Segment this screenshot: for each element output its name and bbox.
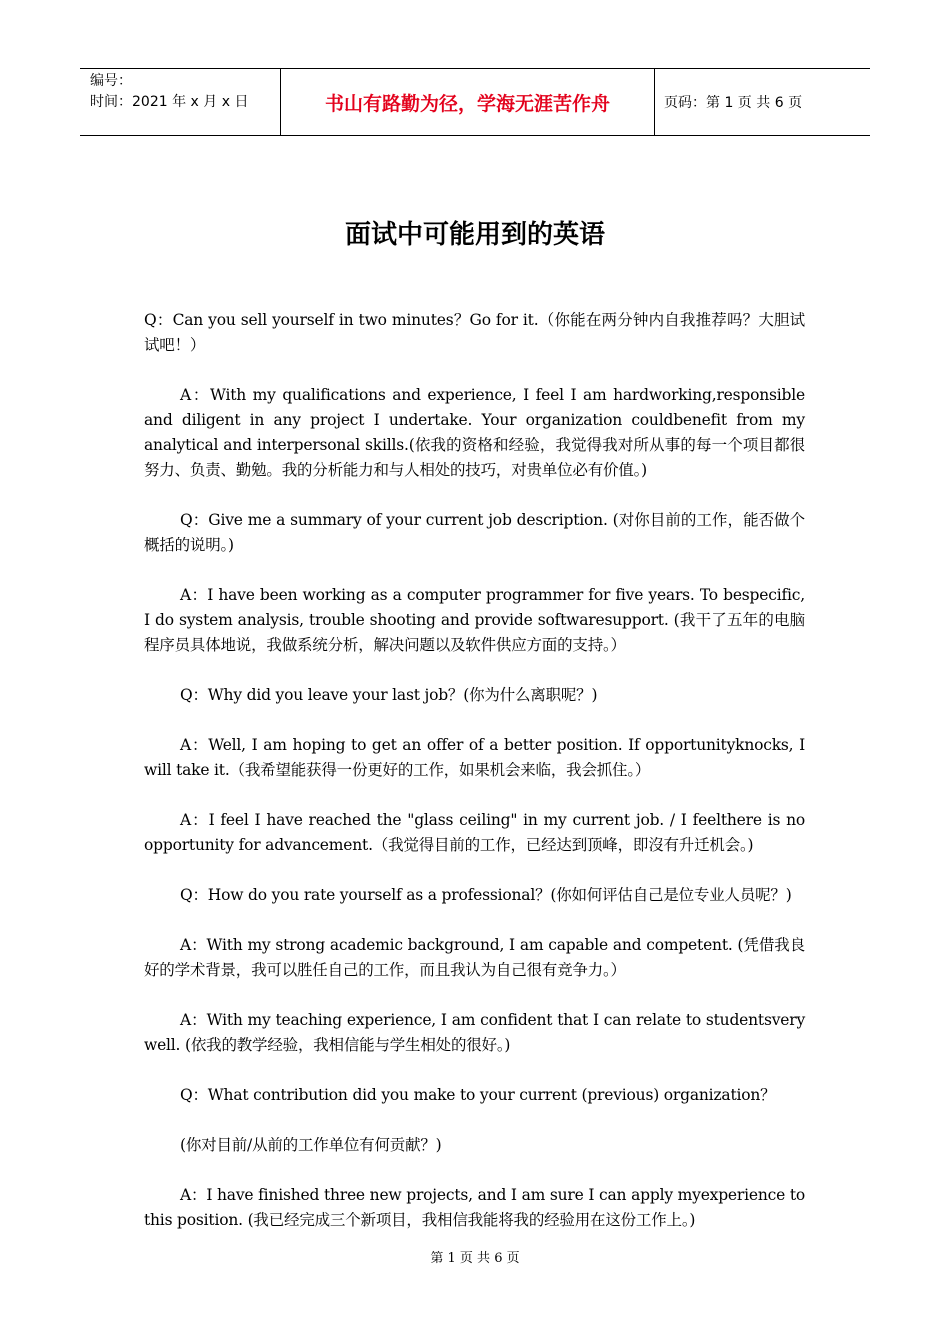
- paragraph-a2: A：I have been working as a computer programmer for five years. To bespecific, I do system analysis, trouble shooting and provide softwaresupport. (我干了五年的电脑程序员具体地说，我做系统分析，解决问题以及软件供应方面的支持。）: [144, 586, 805, 654]
- paragraph-q1: Q：Can you sell yourself in two minutes？Go for it.（你能在两分钟内自我推荐吗？大胆试试吧！）: [144, 311, 805, 354]
- page-header: [80, 68, 870, 136]
- paragraph-q5: Q：What contribution did you make to your current (previous) organization？: [180, 1086, 776, 1104]
- header-meta: [80, 69, 281, 135]
- paragraph-q5-translation: (你对目前/从前的工作单位有何贡献？): [180, 1136, 442, 1154]
- header-motto: 书山有路勤为径，学海无涯苦作舟: [281, 69, 655, 135]
- paragraph-q2: Q：Give me a summary of your current job description. (对你目前的工作，能否做个概括的说明。): [144, 511, 805, 554]
- paragraph-a5: A：I have finished three new projects, and I am sure I can apply myexperience to this position. (我已经完成三个新项目，我相信我能将我的经验用在这份工作上。): [144, 1186, 805, 1229]
- paragraph-a3b: A：I feel I have reached the "glass ceiling" in my current job. / I feelthere is no opportunity for advancement.（我觉得目前的工作，已经达到顶峰，即沒有升迁机会。): [144, 811, 805, 854]
- paragraph-a4b: A：With my teaching experience, I am confident that I can relate to studentsvery well. (依我的教学经验，我相信能与学生相处的很好。): [144, 1011, 805, 1054]
- paragraph-q3: Q：Why did you leave your last job？(你为什么离职呢？): [180, 686, 598, 704]
- document-body: [144, 308, 805, 1258]
- header-page-info: 页码：第 1 页 共 6 页: [664, 95, 803, 111]
- page-footer: 第 1 页 共 6 页: [430, 1251, 520, 1266]
- paragraph-a4: A：With my strong academic background, I am capable and competent. (凭借我良好的学术背景，我可以胜任自己的工作，而且我认为自己很有竞争力。）: [144, 936, 805, 979]
- number-label: 编号：: [90, 73, 132, 89]
- date-label: 时间：2021 年 x 月 x 日: [90, 94, 249, 110]
- paragraph-q4: Q：How do you rate yourself as a professional？(你如何评估自己是位专业人员呢？): [180, 886, 792, 904]
- paragraph-a3: A：Well, I am hoping to get an offer of a better position. If opportunityknocks, I will take it.（我希望能获得一份更好的工作，如果机会来临，我会抓住。）: [144, 736, 805, 779]
- paragraph-a1: A：With my qualifications and experience, I feel I am hardworking,responsible and diligent in any project I undertake. Your organization couldbenefit from my analytical and interpersonal skills.(依我的资格和经验，我觉得我对所从事的每一个项目都很努力、负责、勤勉。我的分析能力和与人相处的技巧，对贵单位必有价值。): [144, 386, 805, 479]
- document-title: 面试中可能用到的英语: [344, 220, 605, 250]
